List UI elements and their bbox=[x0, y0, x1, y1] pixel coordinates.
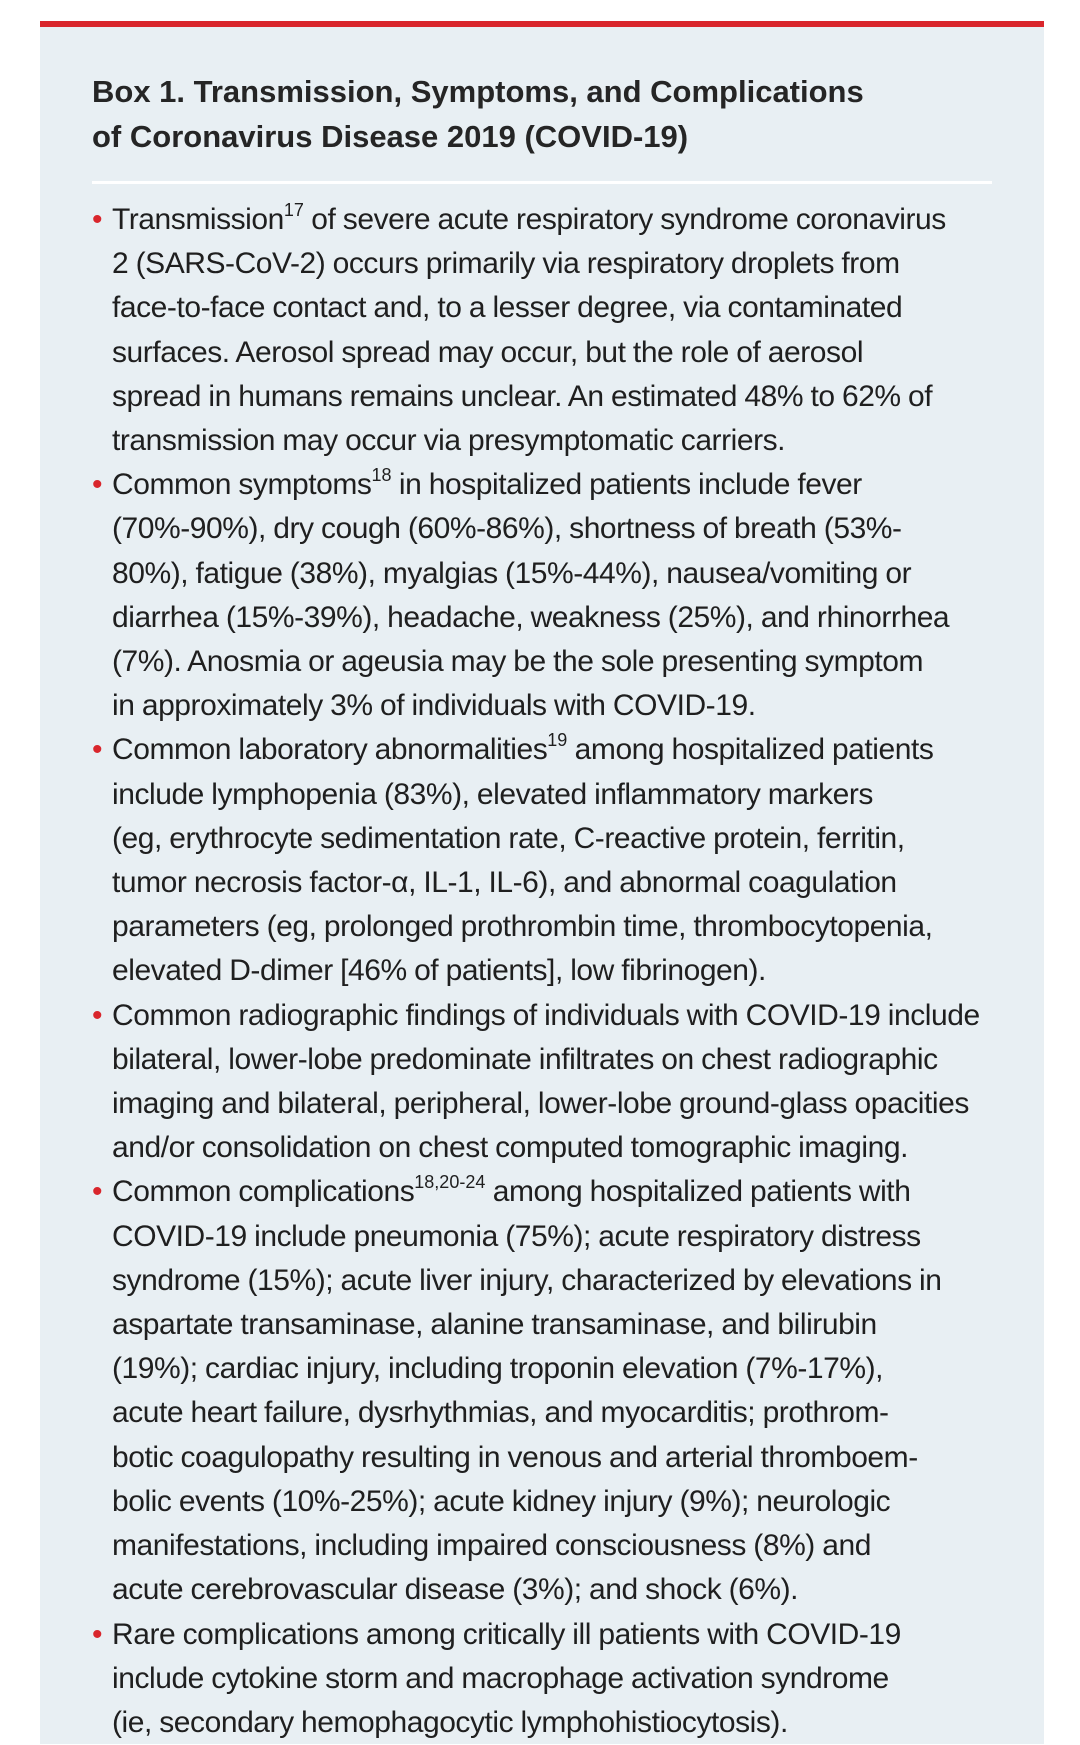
citation-superscript: 18 bbox=[371, 465, 391, 485]
bullet-line: and/or consolidation on chest computed tomographic imaging. bbox=[112, 1126, 1004, 1170]
text-segment: Common laboratory abnormalities bbox=[112, 733, 547, 766]
citation-superscript: 19 bbox=[547, 730, 567, 750]
bullet-dot-icon: • bbox=[92, 463, 102, 507]
bullet-line: COVID-19 include pneumonia (75%); acute respiratory distress bbox=[112, 1215, 1004, 1259]
bullet-line: elevated D-dimer [46% of patients], low fibrinogen). bbox=[112, 949, 1004, 993]
bullet-laboratory bbox=[92, 728, 1004, 993]
box-title bbox=[92, 69, 992, 184]
text-segment: Transmission bbox=[112, 203, 284, 236]
bullet-dot-icon: • bbox=[92, 1613, 102, 1657]
bullet-line: tumor necrosis factor-α, IL-1, IL-6), and abnormal coagulation bbox=[112, 861, 1004, 905]
bullet-line: diarrhea (15%-39%), headache, weakness (25%), and rhinorrhea bbox=[112, 596, 1004, 640]
bullet-list bbox=[92, 198, 1004, 1745]
bullet-line: (ie, secondary hemophagocytic lymphohistiocytosis). bbox=[112, 1701, 1004, 1745]
bullet-symptoms bbox=[92, 463, 1004, 728]
bullet-common-complications bbox=[92, 1170, 1004, 1612]
bullet-line: aspartate transaminase, alanine transaminase, and bilirubin bbox=[112, 1303, 1004, 1347]
text-segment: Common complications bbox=[112, 1175, 414, 1208]
bullet-line: Common radiographic findings of individuals with COVID-19 include bbox=[112, 994, 1004, 1038]
info-box bbox=[40, 21, 1044, 1744]
bullet-dot-icon: • bbox=[92, 1170, 102, 1214]
bullet-line: acute heart failure, dysrhythmias, and myocarditis; prothrom- bbox=[112, 1391, 1004, 1435]
bullet-line: face-to-face contact and, to a lesser degree, via contaminated bbox=[112, 286, 1004, 330]
bullet-line: 80%), fatigue (38%), myalgias (15%-44%), nausea/vomiting or bbox=[112, 552, 1004, 596]
bullet-line bbox=[112, 198, 1004, 242]
bullet-line: imaging and bilateral, peripheral, lower-lobe ground-glass opacities bbox=[112, 1082, 1004, 1126]
bullet-line: include lymphopenia (83%), elevated inflammatory markers bbox=[112, 773, 1004, 817]
citation-superscript: 17 bbox=[284, 200, 304, 220]
bullet-line: botic coagulopathy resulting in venous and arterial thromboem- bbox=[112, 1436, 1004, 1480]
text-segment: among hospitalized patients bbox=[567, 733, 933, 766]
text-segment: of severe acute respiratory syndrome coronavirus bbox=[304, 203, 946, 236]
bullet-line: include cytokine storm and macrophage activation syndrome bbox=[112, 1657, 1004, 1701]
bullet-line bbox=[112, 463, 1004, 507]
text-segment: among hospitalized patients with bbox=[485, 1175, 910, 1208]
bullet-line: transmission may occur via presymptomatic carriers. bbox=[112, 419, 1004, 463]
bullet-line bbox=[112, 728, 1004, 772]
bullet-line: (70%-90%), dry cough (60%-86%), shortness of breath (53%- bbox=[112, 507, 1004, 551]
bullet-line: manifestations, including impaired consciousness (8%) and bbox=[112, 1524, 1004, 1568]
box-title-line-1: Box 1. Transmission, Symptoms, and Complications bbox=[92, 69, 992, 114]
bullet-line: surfaces. Aerosol spread may occur, but the role of aerosol bbox=[112, 331, 1004, 375]
bullet-line: (7%). Anosmia or ageusia may be the sole presenting symptom bbox=[112, 640, 1004, 684]
bullet-line: (19%); cardiac injury, including troponin elevation (7%-17%), bbox=[112, 1347, 1004, 1391]
bullet-radiographic bbox=[92, 994, 1004, 1171]
bullet-line: 2 (SARS-CoV-2) occurs primarily via respiratory droplets from bbox=[112, 242, 1004, 286]
bullet-line bbox=[112, 1170, 1004, 1214]
box-title-line-2: of Coronavirus Disease 2019 (COVID-19) bbox=[92, 114, 992, 159]
bullet-dot-icon: • bbox=[92, 198, 102, 242]
bullet-line: Rare complications among critically ill patients with COVID-19 bbox=[112, 1613, 1004, 1657]
text-segment: in hospitalized patients include fever bbox=[392, 468, 862, 501]
bullet-line: spread in humans remains unclear. An estimated 48% to 62% of bbox=[112, 375, 1004, 419]
bullet-dot-icon: • bbox=[92, 994, 102, 1038]
bullet-line: bilateral, lower-lobe predominate infiltrates on chest radiographic bbox=[112, 1038, 1004, 1082]
bullet-transmission bbox=[92, 198, 1004, 463]
bullet-line: in approximately 3% of individuals with COVID-19. bbox=[112, 684, 1004, 728]
bullet-line: (eg, erythrocyte sedimentation rate, C-reactive protein, ferritin, bbox=[112, 817, 1004, 861]
bullet-rare-complications bbox=[92, 1613, 1004, 1745]
citation-superscript: 18,20-24 bbox=[414, 1172, 485, 1192]
bullet-line: syndrome (15%); acute liver injury, characterized by elevations in bbox=[112, 1259, 1004, 1303]
bullet-line: acute cerebrovascular disease (3%); and shock (6%). bbox=[112, 1568, 1004, 1612]
bullet-line: bolic events (10%-25%); acute kidney injury (9%); neurologic bbox=[112, 1480, 1004, 1524]
bullet-line: parameters (eg, prolonged prothrombin time, thrombocytopenia, bbox=[112, 905, 1004, 949]
text-segment: Common symptoms bbox=[112, 468, 371, 501]
bullet-dot-icon: • bbox=[92, 728, 102, 772]
